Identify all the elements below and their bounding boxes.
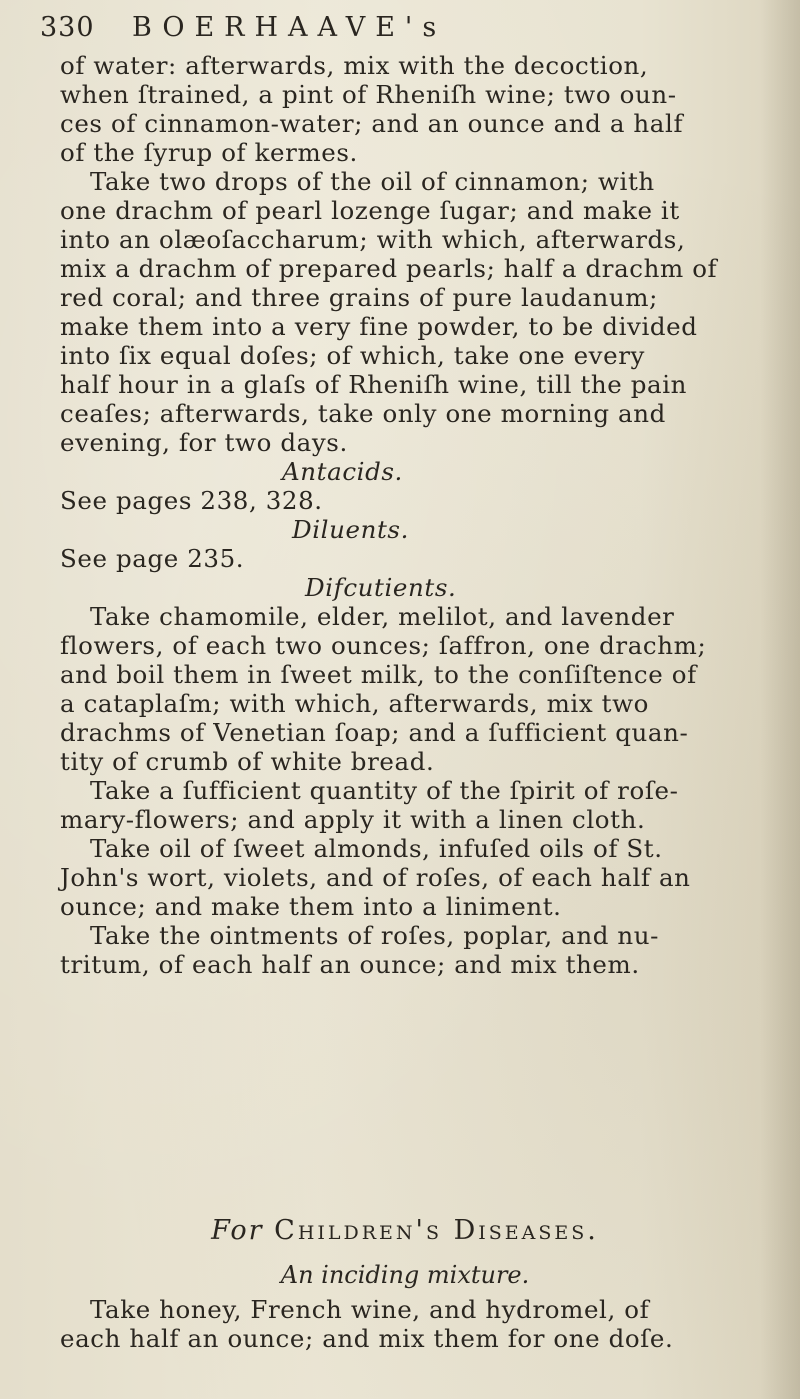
section-text: [60, 1295, 750, 1353]
running-title: BOERHAAVE's: [132, 12, 447, 43]
page-edge-shadow: [760, 0, 800, 1399]
section-title-main: Children's Diseases.: [274, 1215, 599, 1246]
text-line: mix a drachm of prepared pearls; half a drachm of: [60, 254, 718, 283]
text-line: make them into a very fine powder, to be divided: [60, 312, 698, 341]
text-line: when ſtrained, a pint of Rheniſh wine; two oun-: [60, 80, 677, 109]
text-line: See pages 238, 328.: [60, 486, 323, 515]
text-line: drachms of Venetian ſoap; and a ſufficient quan-: [60, 718, 689, 747]
text-line: Take a ſufficient quantity of the ſpirit of roſe-: [90, 776, 679, 805]
text-line: tity of crumb of white bread.: [60, 747, 435, 776]
text-line: Take two drops of the oil of cinnamon; with: [90, 167, 655, 196]
text-line: mary-flowers; and apply it with a linen cloth.: [60, 805, 646, 834]
text-line: ounce; and make them into a liniment.: [60, 892, 562, 921]
text-line: and boil them in ſweet milk, to the conſiſtence of: [60, 660, 697, 689]
heading-antacids: Antacids.: [282, 457, 403, 486]
text-line: flowers, of each two ounces; ſaffron, one drachm;: [60, 631, 707, 660]
section-title-prefix: For: [211, 1215, 264, 1246]
body-text: [60, 51, 750, 979]
text-line: ceaſes; afterwards, take only one morning and: [60, 399, 666, 428]
text-line: Take oil of ſweet almonds, infuſed oils of St.: [90, 834, 663, 863]
heading-difcutients: Difcutients.: [305, 573, 457, 602]
text-line: one drachm of pearl lozenge ſugar; and make it: [60, 196, 680, 225]
text-line: half hour in a glaſs of Rheniſh wine, till the pain: [60, 370, 688, 399]
page-number: 330: [40, 12, 95, 43]
text-line: evening, for two days.: [60, 428, 348, 457]
text-line: red coral; and three grains of pure laudanum;: [60, 283, 658, 312]
text-line: a cataplaſm; with which, afterwards, mix two: [60, 689, 650, 718]
text-line: See page 235.: [60, 544, 245, 573]
section-title: [60, 1215, 750, 1255]
text-line: ces of cinnamon-water; and an ounce and a half: [60, 109, 684, 138]
text-line: tritum, of each half an ounce; and mix them.: [60, 950, 640, 979]
text-line: into an olæoſaccharum; with which, afterwards,: [60, 225, 686, 254]
text-line: Take the ointments of roſes, poplar, and nu-: [90, 921, 660, 950]
text-line: Take honey, French wine, and hydromel, of: [90, 1295, 650, 1324]
page-header: [40, 12, 760, 52]
subheading: An inciding mixture.: [280, 1261, 530, 1289]
section-children-diseases: [60, 1215, 750, 1353]
text-line: Take chamomile, elder, melilot, and lavender: [90, 602, 675, 631]
text-line: of the ſyrup of kermes.: [60, 138, 358, 167]
text-line: John's wort, violets, and of roſes, of each half an: [60, 863, 691, 892]
text-line: into ſix equal doſes; of which, take one every: [60, 341, 645, 370]
text-line: of water: afterwards, mix with the decoction,: [60, 51, 649, 80]
text-line: each half an ounce; and mix them for one doſe.: [60, 1324, 674, 1353]
heading-diluents: Diluents.: [292, 515, 409, 544]
